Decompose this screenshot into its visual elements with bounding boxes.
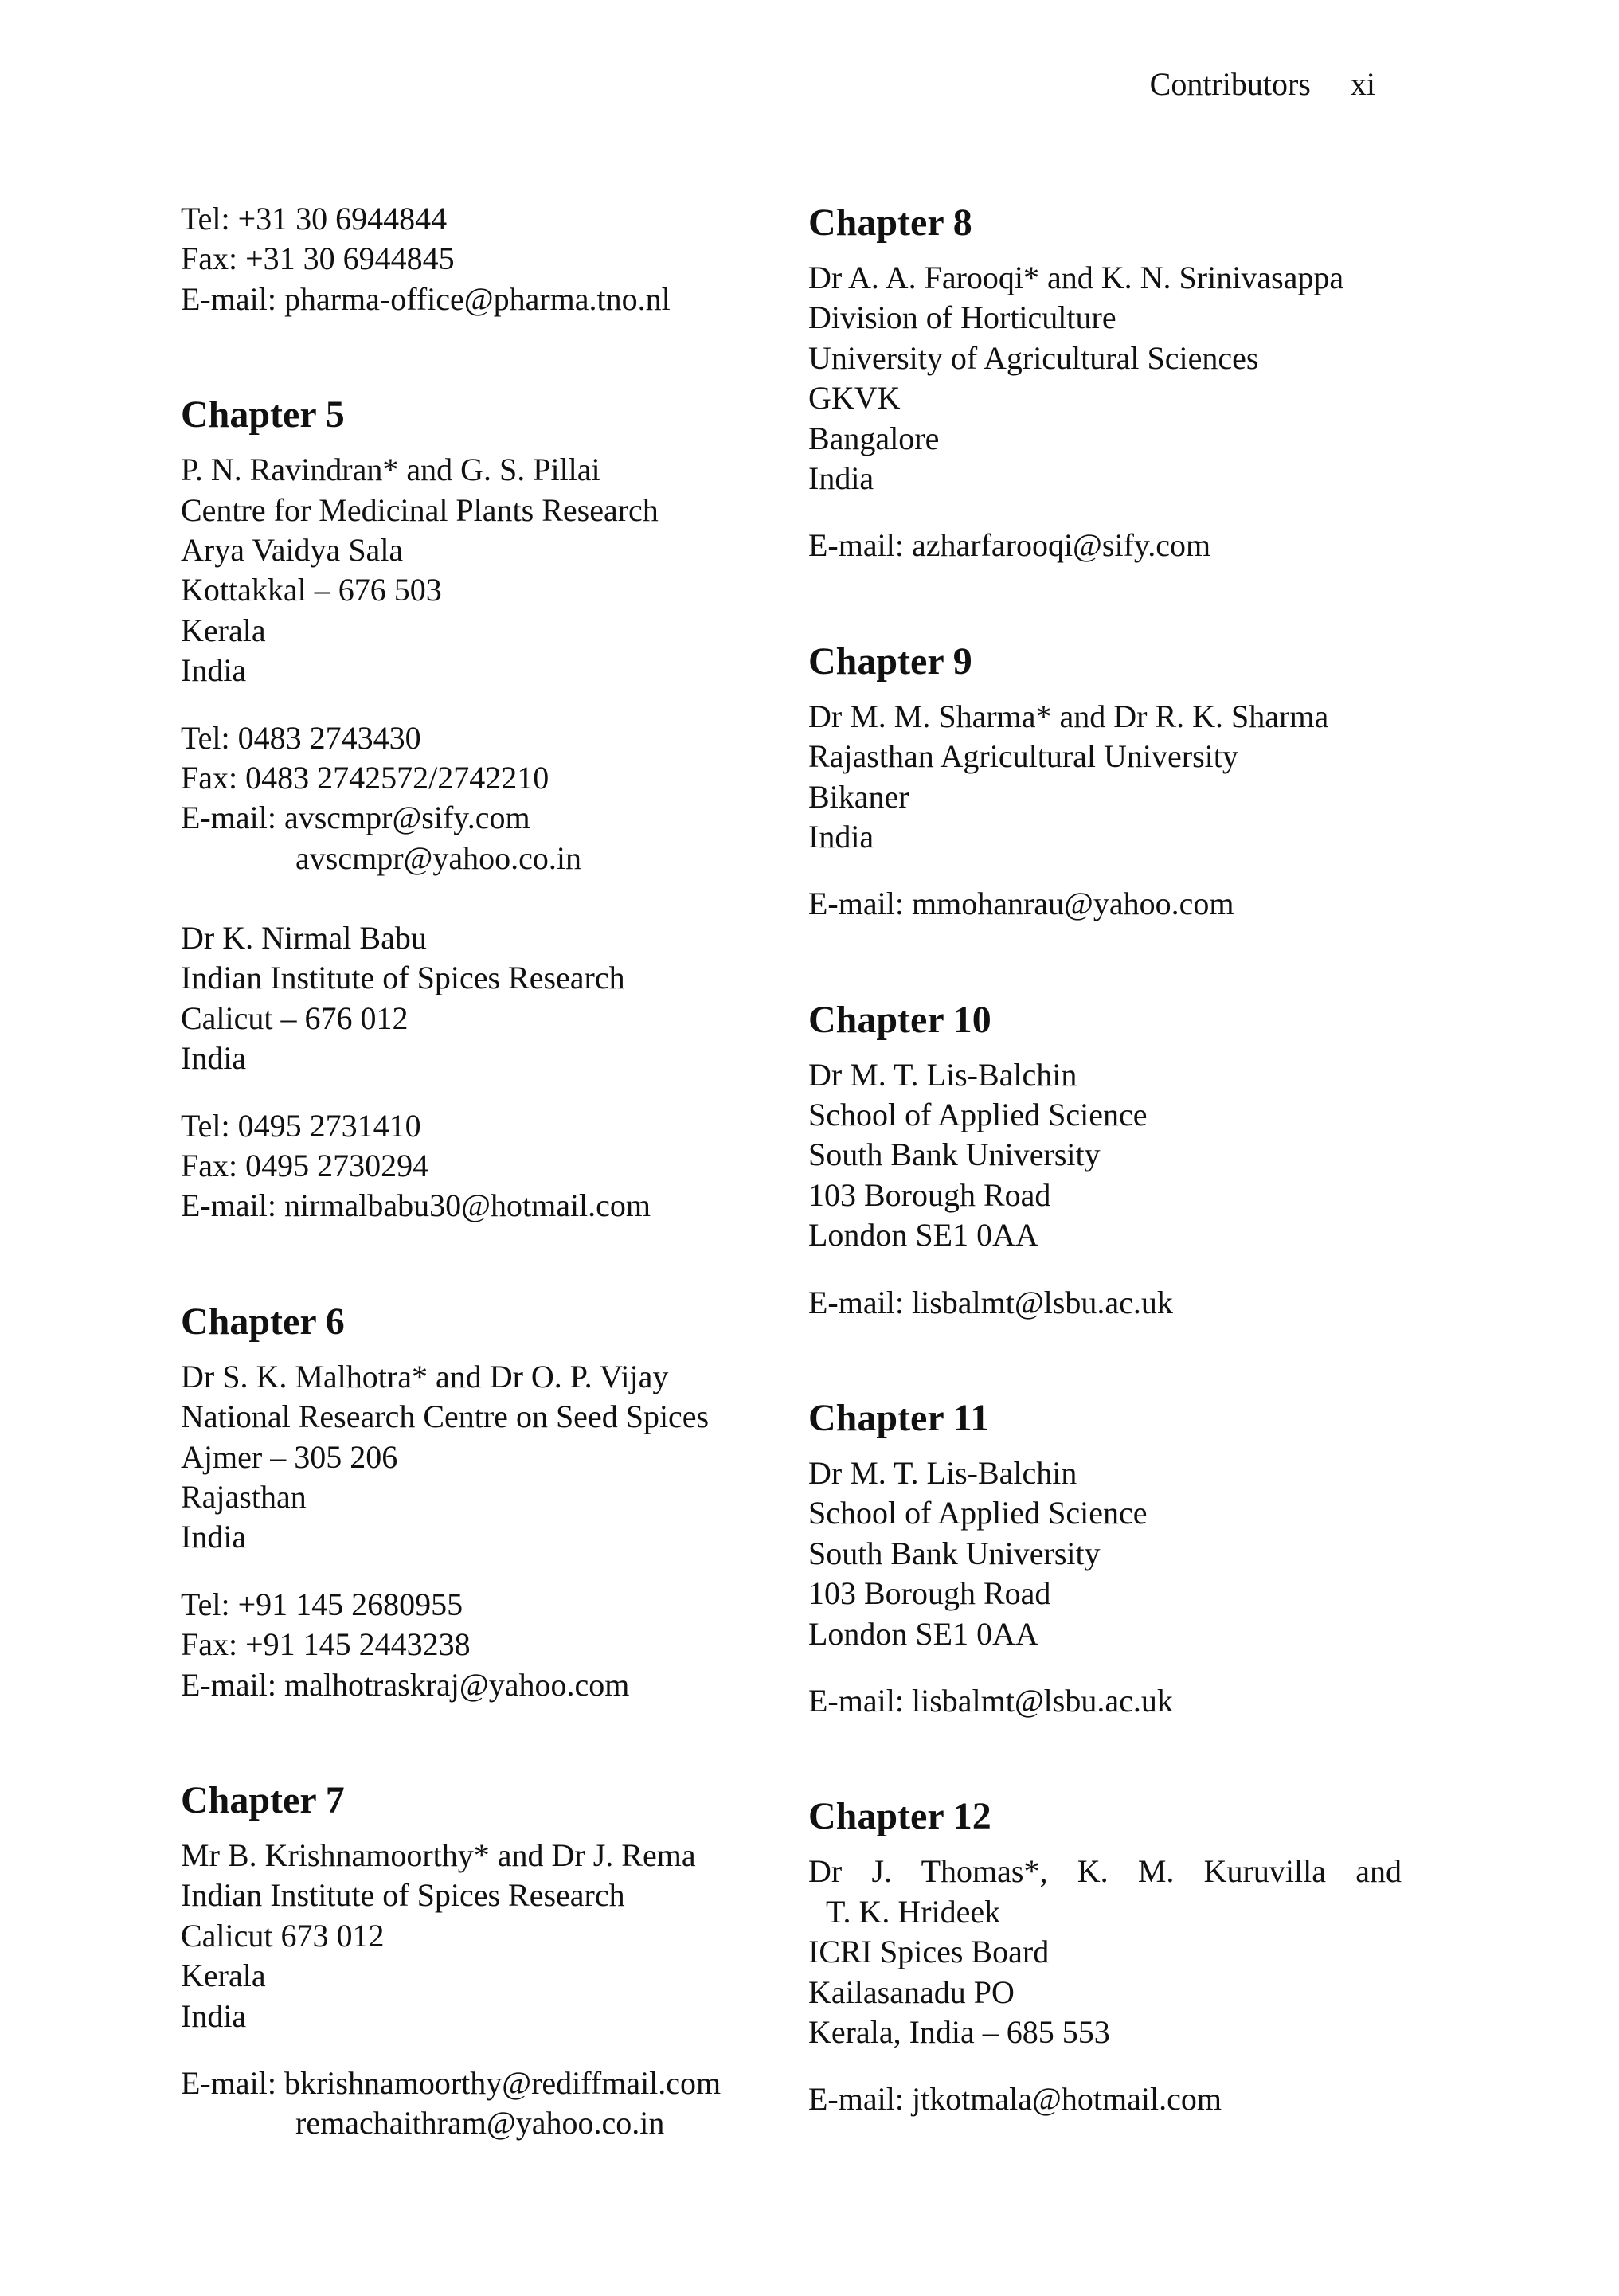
address-line: Ajmer – 305 206 <box>181 1438 398 1475</box>
address-line: GKVK <box>808 380 901 417</box>
running-head <box>1150 64 1375 105</box>
chapter-heading: Chapter 9 <box>808 640 972 683</box>
continued-contact-block <box>181 199 770 319</box>
chapter-heading: Chapter 10 <box>808 998 991 1041</box>
fax-line: Fax: 0495 2730294 <box>181 1148 429 1184</box>
address-line: 103 Borough Road <box>808 1575 1051 1612</box>
email-line: E-mail: lisbalmt@lsbu.ac.uk <box>808 1284 1173 1320</box>
chapter-12-entry <box>808 1793 1402 2119</box>
address-line: India <box>181 1519 247 1555</box>
address-line: Rajasthan Agricultural University <box>808 738 1238 775</box>
address-line: South Bank University <box>808 1535 1101 1571</box>
chapter-7-entry <box>181 1777 770 2144</box>
email-line: E-mail: avscmpr@sify.com <box>181 800 530 836</box>
address-line: Arya Vaidya Sala <box>181 531 404 568</box>
right-column <box>808 199 1402 2120</box>
chapter-8-entry <box>808 199 1402 566</box>
tel-line: Tel: +31 30 6944844 <box>181 201 448 237</box>
address-line: Kerala <box>181 1958 266 1994</box>
fax-line: Fax: +91 145 2443238 <box>181 1626 471 1663</box>
address-line: India <box>808 460 874 496</box>
address-line: Kailasanadu PO <box>808 1973 1015 2010</box>
address-line: National Research Centre on Seed Spices <box>181 1398 710 1435</box>
tel-line: Tel: 0483 2743430 <box>181 719 421 756</box>
fax-line: Fax: 0483 2742572/2742210 <box>181 759 549 796</box>
address-line: Indian Institute of Spices Research <box>181 1877 625 1914</box>
author-line: Mr B. Krishnamoorthy* and Dr J. Rema <box>181 1836 696 1873</box>
email-line: E-mail: pharma-office@pharma.tno.nl <box>181 280 671 317</box>
email-line: E-mail: mmohanrau@yahoo.com <box>808 886 1234 922</box>
address-line: Division of Horticulture <box>808 299 1116 336</box>
address-line: India <box>181 652 247 689</box>
author-line: Dr J. Thomas*, K. M. Kuruvilla and <box>808 1853 1402 1890</box>
address-line: South Bank University <box>808 1136 1101 1173</box>
address-line: Kerala <box>181 612 266 648</box>
chapter-heading: Chapter 8 <box>808 201 972 244</box>
address-line: 103 Borough Road <box>808 1176 1051 1213</box>
address-line: Rajasthan <box>181 1478 307 1515</box>
author-line-continued: T. K. Hrideek <box>826 1893 1001 1930</box>
address-line: London SE1 0AA <box>808 1615 1038 1652</box>
chapter-heading: Chapter 5 <box>181 393 345 436</box>
author-line: Dr K. Nirmal Babu <box>181 920 427 956</box>
author-line: Dr M. T. Lis-Balchin <box>808 1056 1077 1093</box>
page-number: xi <box>1350 66 1375 102</box>
chapter-6-entry <box>181 1298 770 1705</box>
address-line: London SE1 0AA <box>808 1217 1038 1254</box>
chapter-heading: Chapter 12 <box>808 1795 991 1838</box>
chapter-5-entry <box>181 391 770 1226</box>
address-line: Bangalore <box>808 420 940 456</box>
author-line: Dr M. M. Sharma* and Dr R. K. Sharma <box>808 698 1329 734</box>
author-line: P. N. Ravindran* and G. S. Pillai <box>181 452 600 488</box>
fax-line: Fax: +31 30 6944845 <box>181 241 455 277</box>
left-column <box>181 199 770 2144</box>
address-line: School of Applied Science <box>808 1097 1148 1133</box>
chapter-heading: Chapter 6 <box>181 1300 345 1343</box>
author-line: Dr S. K. Malhotra* and Dr O. P. Vijay <box>181 1358 669 1394</box>
author-line: Dr M. T. Lis-Balchin <box>808 1455 1077 1492</box>
address-line: Calicut – 676 012 <box>181 999 409 1036</box>
address-line: Kerala, India – 685 553 <box>808 2013 1110 2050</box>
address-line: India <box>181 1997 247 2034</box>
email-line: E-mail: jtkotmala@hotmail.com <box>808 2081 1222 2118</box>
chapter-heading: Chapter 7 <box>181 1778 345 1821</box>
address-line: ICRI Spices Board <box>808 1934 1050 1970</box>
email-line: E-mail: lisbalmt@lsbu.ac.uk <box>808 1682 1173 1719</box>
chapter-10-entry <box>808 996 1402 1323</box>
email-line: E-mail: malhotraskraj@yahoo.com <box>181 1666 630 1703</box>
address-line: Calicut 673 012 <box>181 1917 385 1954</box>
author-line: Dr A. A. Farooqi* and K. N. Srinivasappa <box>808 260 1344 295</box>
address-line: India <box>181 1040 247 1077</box>
email-line: E-mail: azharfarooqi@sify.com <box>808 527 1211 564</box>
tel-line: Tel: 0495 2731410 <box>181 1107 421 1144</box>
email-line-secondary: remachaithram@yahoo.co.in <box>295 2105 665 2141</box>
email-line-secondary: avscmpr@yahoo.co.in <box>295 839 581 876</box>
address-line: India <box>808 818 874 855</box>
tel-line: Tel: +91 145 2680955 <box>181 1586 463 1622</box>
chapter-heading: Chapter 11 <box>808 1397 990 1440</box>
email-line: E-mail: nirmalbabu30@hotmail.com <box>181 1187 651 1224</box>
address-line: Centre for Medicinal Plants Research <box>181 491 659 528</box>
address-line: Bikaner <box>808 778 909 815</box>
address-line: School of Applied Science <box>808 1495 1148 1531</box>
chapter-9-entry <box>808 638 1402 925</box>
running-head-section: Contributors <box>1149 66 1311 102</box>
address-line: Kottakkal – 676 503 <box>181 572 442 608</box>
email-line: E-mail: bkrishnamoorthy@rediffmail.com <box>181 2064 722 2101</box>
chapter-11-entry <box>808 1394 1402 1721</box>
address-line: Indian Institute of Spices Research <box>181 960 625 996</box>
address-line: University of Agricultural Sciences <box>808 339 1259 376</box>
